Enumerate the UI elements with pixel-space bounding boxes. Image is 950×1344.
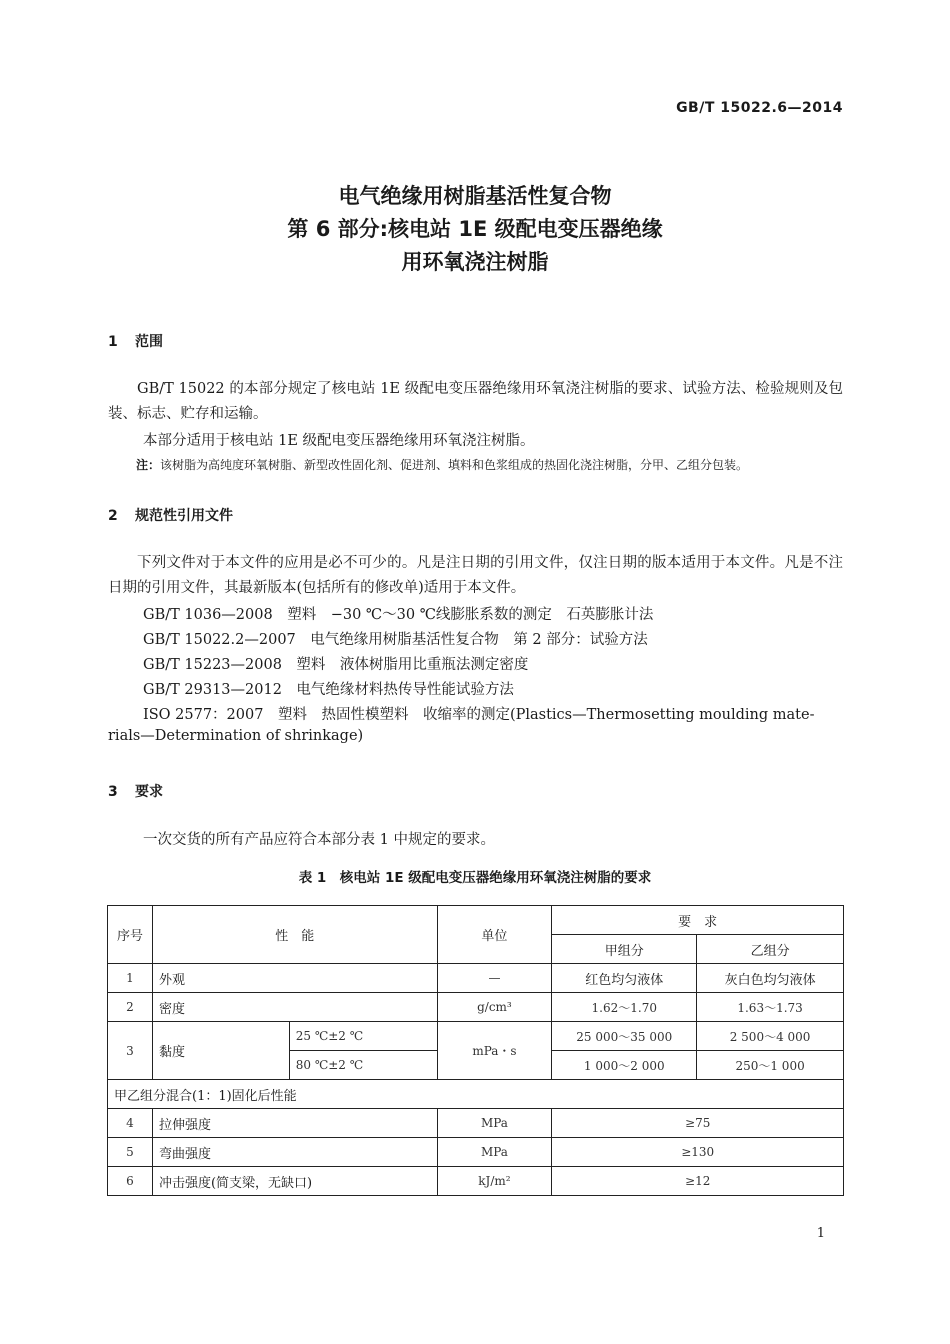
header-requirement: 要 求 <box>552 906 844 935</box>
cell-value: ≥12 <box>552 1167 844 1196</box>
table-row <box>108 1138 844 1167</box>
section-title: 范围 <box>135 334 163 350</box>
cell-value-a: 1.62～1.70 <box>552 993 697 1022</box>
table-row <box>108 964 844 993</box>
cell-no: 2 <box>108 993 153 1022</box>
table-row <box>108 1109 844 1138</box>
cell-property: 外观 <box>152 964 437 993</box>
references-intro: 下列文件对于本文件的应用是必不可少的。凡是注日期的引用文件，仅注日期的版本适用于本文件。凡是不注日期的引用文件，其最新版本(包括所有的修改单)适用于本文件。 <box>108 555 843 596</box>
cell-property: 密度 <box>152 993 437 1022</box>
reference-item: GB/T 15022.2—2007 电气绝缘用树脂基活性复合物 第 2 部分：试验方法 <box>143 632 648 648</box>
cell-group-label: 甲乙组分混合(1：1)固化后性能 <box>108 1080 844 1109</box>
cell-unit: mPa・s <box>437 1022 552 1080</box>
cell-no: 5 <box>108 1138 153 1167</box>
cell-unit: — <box>437 964 552 993</box>
cell-unit: g/cm³ <box>437 993 552 1022</box>
table-header-row <box>108 906 844 935</box>
section-1-heading <box>108 331 163 351</box>
header-property: 性 能 <box>152 906 437 964</box>
title-line-1: 电气绝缘用树脂基活性复合物 <box>338 184 612 208</box>
note-label: 注： <box>136 458 161 472</box>
cell-value-a: 1 000～2 000 <box>552 1051 697 1080</box>
section-number: 3 <box>108 784 118 800</box>
scope-paragraph-2: 本部分适用于核电站 1E 级配电变压器绝缘用环氧浇注树脂。 <box>143 433 535 449</box>
requirements-table <box>107 905 844 1196</box>
cell-no: 6 <box>108 1167 153 1196</box>
cell-value-b: 2 500～4 000 <box>697 1022 844 1051</box>
cell-value-a: 红色均匀液体 <box>552 964 697 993</box>
cell-value-b: 灰白色均匀液体 <box>697 964 844 993</box>
cell-property: 冲击强度(简支梁，无缺口) <box>152 1167 437 1196</box>
standard-code: GB/T 15022.6—2014 <box>676 100 843 116</box>
header-no: 序号 <box>108 906 153 964</box>
cell-value: ≥75 <box>552 1109 844 1138</box>
cell-no: 4 <box>108 1109 153 1138</box>
section-number: 2 <box>108 508 118 524</box>
section-number: 1 <box>108 334 118 350</box>
cell-value-b: 1.63～1.73 <box>697 993 844 1022</box>
cell-value: ≥130 <box>552 1138 844 1167</box>
page-number: 1 <box>816 1226 825 1241</box>
cell-unit: MPa <box>437 1109 552 1138</box>
cell-condition: 25 ℃±2 ℃ <box>289 1022 437 1051</box>
cell-value-a: 25 000～35 000 <box>552 1022 697 1051</box>
scope-paragraph-1: GB/T 15022 的本部分规定了核电站 1E 级配电变压器绝缘用环氧浇注树脂的要求、试验方法、检验规则及包装、标志、贮存和运输。 <box>108 381 843 422</box>
reference-item: GB/T 29313—2012 电气绝缘材料热传导性能试验方法 <box>143 682 514 698</box>
cell-property: 拉伸强度 <box>152 1109 437 1138</box>
table-row <box>108 1022 844 1051</box>
reference-item: GB/T 15223—2008 塑料 液体树脂用比重瓶法测定密度 <box>143 657 529 673</box>
scope-note <box>136 456 748 473</box>
table-caption: 表 1 核电站 1E 级配电变压器绝缘用环氧浇注树脂的要求 <box>298 870 652 886</box>
section-title: 要求 <box>135 784 163 800</box>
cell-no: 3 <box>108 1022 153 1080</box>
table-row <box>108 993 844 1022</box>
table-row <box>108 1167 844 1196</box>
reference-item: GB/T 1036—2008 塑料 −30 ℃～30 ℃线膨胀系数的测定 石英膨胀计法 <box>143 607 654 623</box>
title-line-2: 第 6 部分:核电站 1E 级配电变压器绝缘 <box>287 217 663 241</box>
header-component-b: 乙组分 <box>697 935 844 964</box>
cell-value-b: 250～1 000 <box>697 1051 844 1080</box>
section-2-heading <box>108 505 233 525</box>
header-unit: 单位 <box>437 906 552 964</box>
table-group-row <box>108 1080 844 1109</box>
note-text: 该树脂为高纯度环氧树脂、新型改性固化剂、促进剂、填料和色浆组成的热固化浇注树脂，分甲、乙组分包装。 <box>160 458 749 472</box>
cell-unit: kJ/m² <box>437 1167 552 1196</box>
cell-unit: MPa <box>437 1138 552 1167</box>
cell-condition: 80 ℃±2 ℃ <box>289 1051 437 1080</box>
header-component-a: 甲组分 <box>552 935 697 964</box>
cell-property: 黏度 <box>152 1022 289 1080</box>
reference-item-iso: ISO 2577：2007 塑料 热固性模塑料 收缩率的测定(Plastics—Thermosetting moulding mate- <box>143 707 815 723</box>
section-title: 规范性引用文件 <box>135 508 233 524</box>
cell-no: 1 <box>108 964 153 993</box>
reference-item-iso-cont: rials—Determination of shrinkage) <box>108 728 364 744</box>
requirements-paragraph: 一次交货的所有产品应符合本部分表 1 中规定的要求。 <box>143 832 495 848</box>
title-line-3: 用环氧浇注树脂 <box>401 250 549 274</box>
section-3-heading <box>108 781 163 801</box>
document-title <box>0 180 950 279</box>
cell-property: 弯曲强度 <box>152 1138 437 1167</box>
